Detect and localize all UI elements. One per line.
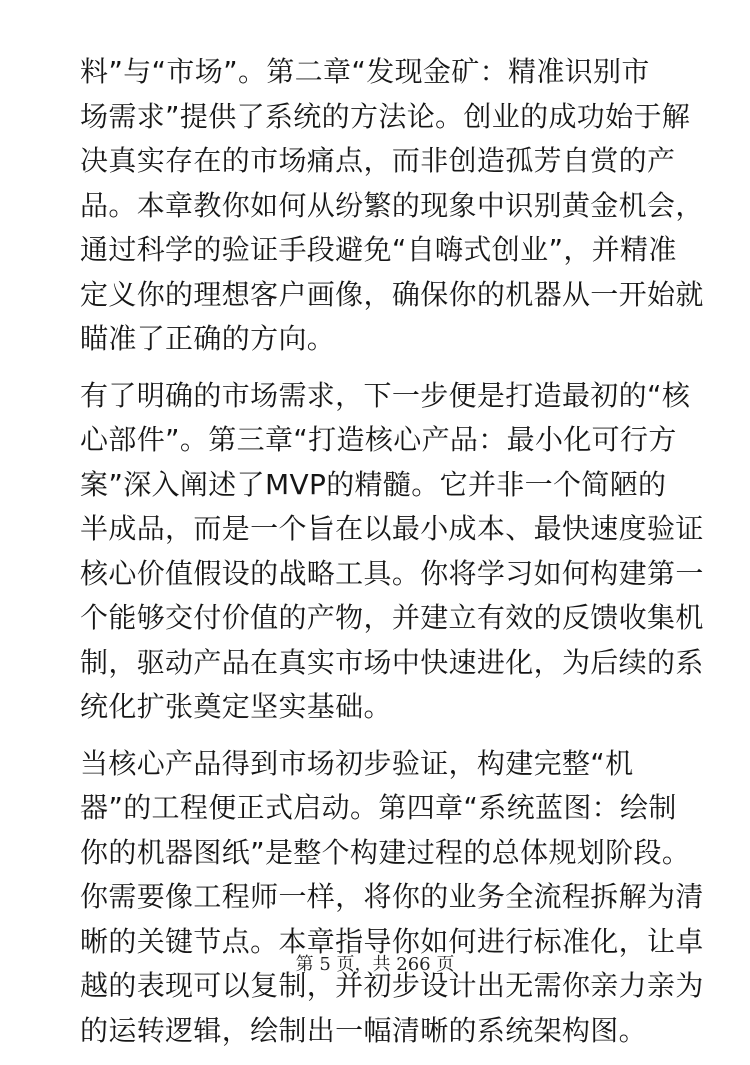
text-line: 统化扩张奠定坚实基础。 — [80, 690, 392, 723]
text-line: 制，驱动产品在真实市场中快速进化，为后续的系 — [80, 645, 704, 679]
text-line: 品。本章教你如何从纷繁的现象中识别黄金机会， — [80, 188, 704, 222]
text-line: 瞄准了正确的方向。 — [80, 322, 336, 355]
text-line: 通过科学的验证手段避免“自嗨式创业”，并精准 — [80, 233, 677, 266]
text-line: 心部件”。第三章“打造核心产品：最小化可行方 — [80, 423, 677, 456]
body-text — [80, 50, 704, 1065]
text-line: 器”的工程便正式启动。第四章“系统蓝图：绘制 — [80, 791, 677, 824]
text-line: 定义你的理想客户画像，确保你的机器从一开始就 — [80, 277, 704, 311]
text-line: 的运转逻辑，绘制出一幅清晰的系统架构图。 — [80, 1013, 648, 1047]
text-line: 有了明确的市场需求，下一步便是打造最初的“核 — [80, 378, 691, 412]
text-line: 你的机器图纸”是整个构建过程的总体规划阶段。 — [80, 835, 691, 869]
text-line: 你需要像工程师一样，将你的业务全流程拆解为清 — [80, 880, 704, 913]
paragraph-2 — [80, 374, 704, 730]
text-line: 个能够交付价值的产物，并建立有效的反馈收集机 — [80, 601, 704, 634]
text-line: 当核心产品得到市场初步验证，构建完整“机 — [80, 746, 634, 780]
text-line: 决真实存在的市场痛点，而非创造孤芳自赏的产 — [80, 144, 676, 177]
text-line: 晰的关键节点。本章指导你如何进行标准化，让卓 — [80, 924, 704, 958]
text-line: 场需求”提供了系统的方法论。创业的成功始于解 — [80, 99, 691, 133]
text-line: 越的表现可以复制，并初步设计出无需你亲力亲为 — [80, 969, 704, 1002]
page-number-footer: 第 5 页，共 266 页 — [295, 954, 455, 975]
text-line: 核心价值假设的战略工具。你将学习如何构建第一 — [80, 556, 704, 590]
text-line: 半成品，而是一个旨在以最小成本、最快速度验证 — [80, 512, 704, 545]
text-line: 料”与“市场”。第二章“发现金矿：精准识别市 — [80, 55, 650, 88]
paragraph-3 — [80, 742, 704, 1054]
paragraph-1 — [80, 50, 704, 362]
text-line: 案”深入阐述了MVP的精髓。它并非一个简陋的 — [80, 467, 667, 501]
